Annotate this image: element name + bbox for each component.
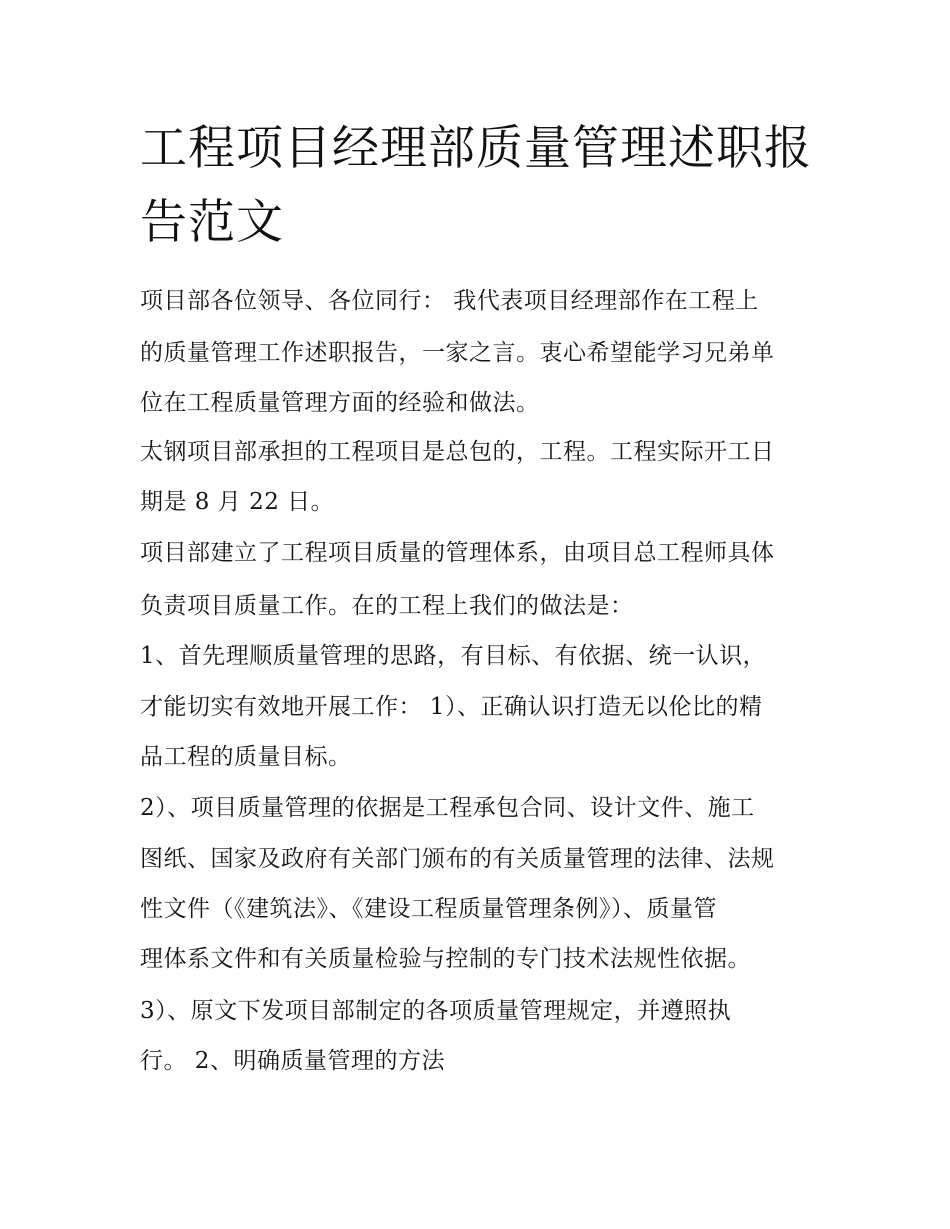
- body-line: 1、首先理顺质量管理的思路，有目标、有依据、统一认识，: [140, 643, 767, 669]
- body-line: 的质量管理工作述职报告，一家之言。衷心希望能学习兄弟单: [140, 340, 775, 366]
- body-line: 位在工程质量管理方面的经验和做法。: [140, 390, 540, 416]
- body-line: 负责项目质量工作。在的工程上我们的做法是：: [140, 593, 634, 619]
- body-line: 图纸、国家及政府有关部门颁布的有关质量管理的法律、法规: [140, 846, 775, 872]
- body-line: 才能切实有效地开展工作： 1）、正确认识打造无以伦比的精: [140, 694, 763, 720]
- body-line: 期是 8 月 22 日。: [140, 489, 335, 515]
- body-line: 项目部各位领导、各位同行： 我代表项目经理部作在工程上: [140, 288, 759, 314]
- body-line: 2）、项目质量管理的依据是工程承包合同、设计文件、施工: [140, 795, 755, 821]
- body-line: 项目部建立了工程项目质量的管理体系，由项目总工程师具体: [140, 540, 775, 566]
- body-line: 理体系文件和有关质量检验与控制的专门技术法规性依据。: [140, 946, 751, 972]
- body-line: 行。 2、明确质量管理的方法: [140, 1048, 445, 1074]
- body-line: 性文件（《建筑法》、《建设工程质量管理条例》）、质量管: [140, 896, 717, 922]
- body-line: 品工程的质量目标。: [140, 744, 352, 770]
- document-title: 工程项目经理部质量管理述职报告范文: [140, 121, 812, 250]
- body-line: 太钢项目部承担的工程项目是总包的，工程。工程实际开工日: [140, 439, 775, 465]
- body-line: 3）、原文下发项目部制定的各项质量管理规定，并遵照执: [140, 998, 732, 1024]
